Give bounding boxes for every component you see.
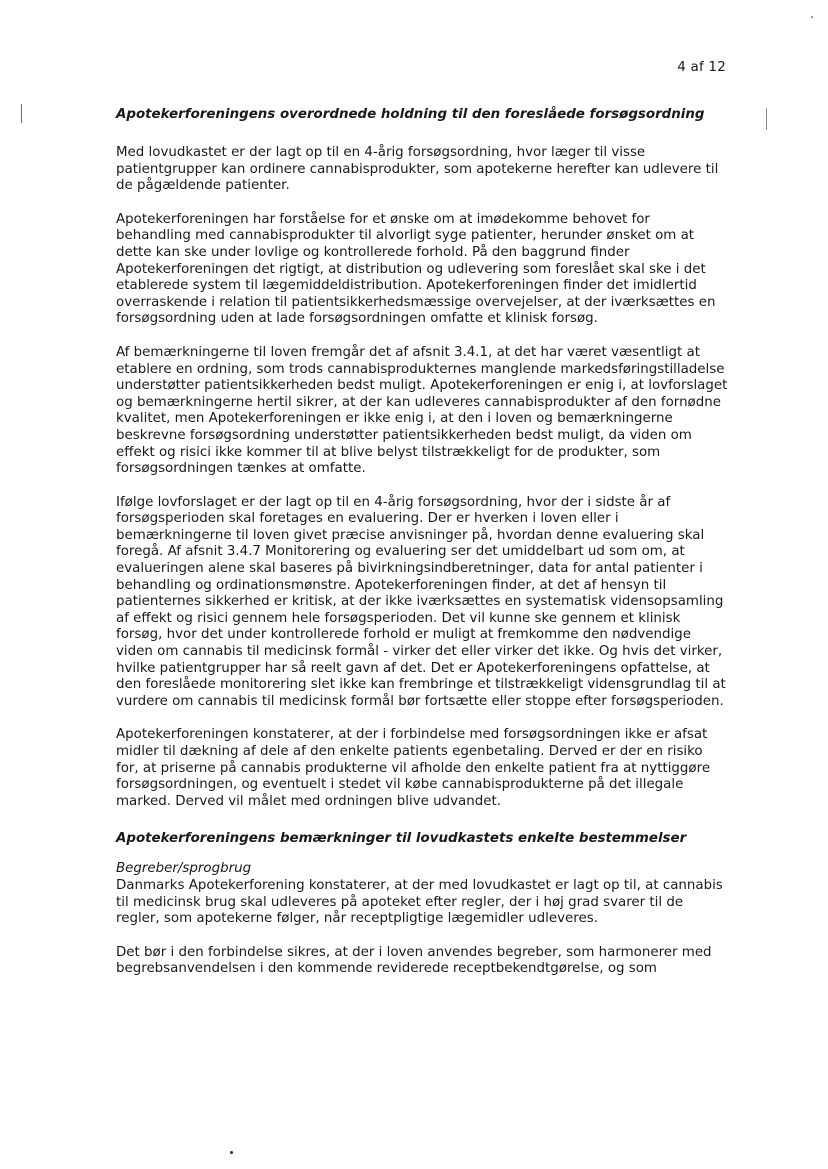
scan-artifact [811, 16, 813, 18]
document-body [116, 106, 728, 995]
paragraph-funding: Apotekerforeningen konstaterer, at der i forbindelse med forsøgsordningen ikke er afsat midler til dækning af dele af den enkelte patients egenbetaling. Derved er der en risiko for, at priserne på cannabis produkterne vil afholde den enkelte patient fra at nyttiggøre forsøgsordningen, og eventuelt i stedet vil købe cannabisprodukterne på det illegale marked. Derved vil målet med ordningen blive udvandet. [116, 727, 711, 809]
section-heading: Apotekerforeningens bemærkninger til lovudkastets enkelte bestemmelser [116, 831, 687, 847]
paragraph-understanding: Apotekerforeningen har forståelse for et ønske om at imødekomme behovet for behandling med cannabisprodukter til alvorligt syge patienter, herunder ønsket om at dette kan ske under lovlige og kontrollerede forhold. På den baggrund finder Apotekerforeningen det rigtigt, at distribution og udlevering som foreslået skal ske i det etablerede system til lægemiddeldistribution. Apotekerforeningen finder det imidlertid overraskende i relation til patientsikkerhedsmæssige overvejelser, at der iværksættes en forsøgsordning uden at lade forsøgsordningen omfatte et klinisk forsøg. [116, 211, 716, 327]
paragraph-remarks: Af bemærkningerne til loven fremgår det af afsnit 3.4.1, at det har været væsentligt at etablere en ordning, som trods cannabisprodukternes manglende markedsføringstilladelse understøtter patientsikkerheden bedst muligt. Apotekerforeningen er enig i, at lovforslaget og bemærkningerne hertil sikrer, at der kan udleveres cannabisprodukter af den fornødne kvalitet, men Apotekerforeningen er ikke enig i, at den i loven og bemærkningerne beskrevne forsøgsordning understøtter patientsikkerheden bedst muligt, da viden om effekt og risici ikke kommer til at blive belyst tilstrækkeligt for de produkter, som forsøgsordningen tænkes at omfatte. [116, 344, 728, 477]
scan-artifact-bottom [230, 1151, 233, 1154]
paragraph-intro: Med lovudkastet er der lagt op til en 4-årig forsøgsordning, hvor læger til visse patientgrupper kan ordinere cannabisprodukter, som apotekerne herefter kan udlevere til de pågældende patienter. [116, 145, 719, 194]
main-heading: Apotekerforeningens overordnede holdning til den foreslåede forsøgsordning [116, 107, 705, 122]
margin-change-bar-left [21, 104, 22, 123]
margin-change-bar-right [766, 108, 767, 130]
paragraph-harmonize: Det bør i den forbindelse sikres, at der i loven anvendes begreber, som harmonerer med begrebsanvendelsen i den kommende reviderede receptbekendtgørelse, og som [116, 944, 712, 977]
page-number: 4 af 12 [677, 59, 726, 75]
paragraph-evaluation: Ifølge lovforslaget er der lagt op til en 4-årig forsøgsordning, hvor der i sidste år af forsøgsperioden skal foretages en evaluering. Der er hverken i loven eller i bemærkningerne til loven givet præcise anvisninger på, hvordan denne evaluering skal foregå. Af afsnit 3.4.7 Monitorering og evaluering ser det umiddelbart ud som om, at evalueringen alene skal baseres på bivirkningsindberetninger, data for antal patienter i behandling og ordinationsmønstre. Apotekerforeningen finder, at det af hensyn til patienternes sikkerhed er kritisk, at der ikke iværksættes en systematisk vidensopsamling af effekt og risici gennem hele forsøgsperioden. Det vil kunne ske gennem et klinisk forsøg, hvor det under kontrollerede forhold er muligt at fremkomme den nødvendige viden om cannabis til medicinsk formål - virker det eller virker det ikke. Og hvis det virker, hvilke patientgrupper har så reelt gavn af det. Det er Apotekerforeningens opfattelse, at den foreslåede monitorering slet ikke kan frembringe et tilstrækkeligt vidensgrundlag til at vurdere om cannabis til medicinsk formål bør fortsætte eller stoppe efter forsøgsperioden. [116, 494, 726, 709]
paragraph-terminology: Danmarks Apotekerforening konstaterer, at der med lovudkastet er lagt op til, at cannabis til medicinsk brug skal udleveres på apoteket efter regler, der i høj grad svarer til de regler, som apotekerne følger, når receptpligtige lægemidler udleveres. [116, 877, 723, 927]
subheading-terminology: Begreber/sprogbrug [116, 861, 252, 877]
